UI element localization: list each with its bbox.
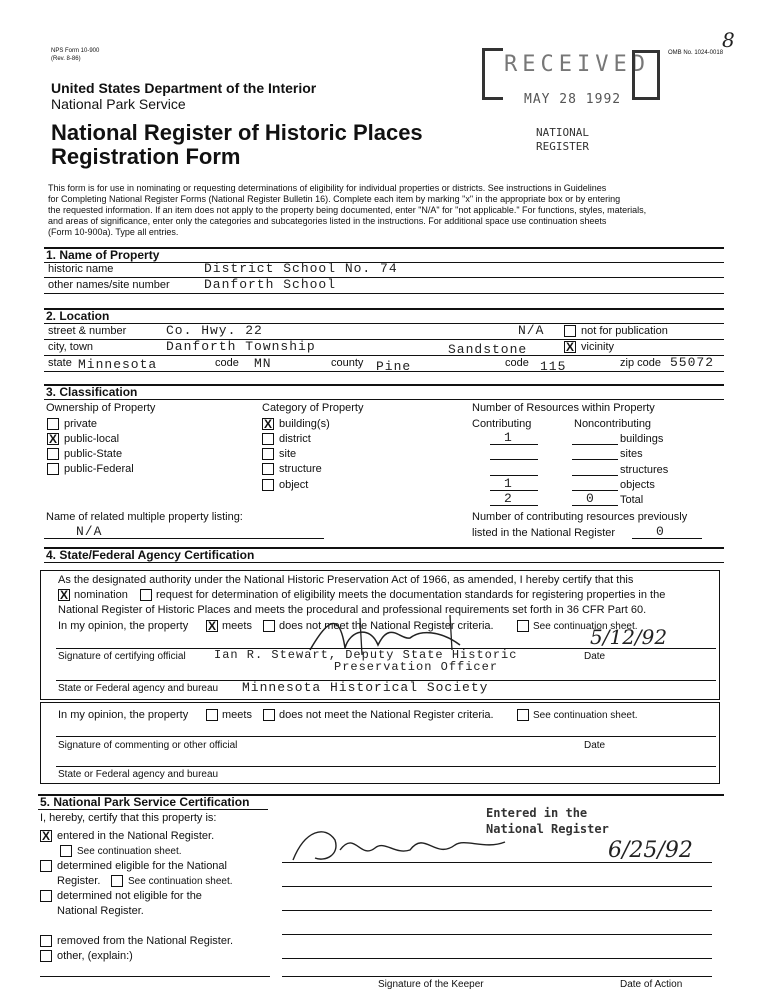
- stamp-national: NATIONAL: [536, 126, 589, 139]
- state-label: state: [48, 357, 72, 369]
- sig-commenting-label: Signature of commenting or other official: [58, 740, 238, 751]
- divider: [44, 308, 724, 310]
- divider: [56, 736, 716, 737]
- historic-name-value[interactable]: District School No. 74: [204, 261, 398, 276]
- removed-checkbox[interactable]: [40, 935, 52, 947]
- det-eligible-label-1: determined eligible for the National: [57, 860, 227, 872]
- section-3-heading: 3. Classification: [46, 385, 138, 399]
- divider: [44, 562, 724, 563]
- section-5-heading: 5. National Park Service Certification: [40, 795, 250, 809]
- vicinity-label: vicinity: [581, 341, 615, 353]
- divider: [44, 399, 724, 400]
- entered-label: entered in the National Register.: [57, 830, 215, 842]
- divider: [282, 958, 712, 959]
- state-code-label: code: [215, 357, 239, 369]
- cat-building-label: building(s): [279, 418, 330, 430]
- certify-date: 5/12/92: [590, 625, 668, 649]
- divider: [44, 277, 724, 278]
- resource-type-label: sites: [620, 448, 643, 460]
- form-id: NPS Form 10-900: [51, 48, 100, 54]
- multiple-listing-label: Name of related multiple property listing:: [46, 511, 243, 523]
- page-number-handwritten: 8: [722, 28, 735, 52]
- city-value[interactable]: Danforth Township: [166, 339, 316, 354]
- opinion-label: In my opinion, the property: [58, 620, 189, 632]
- resource-row-buildings: [490, 432, 680, 447]
- cat-structure-checkbox[interactable]: [262, 463, 274, 475]
- form-rev: (Rev. 8-86): [51, 56, 81, 62]
- own-public-local-label: public-local: [64, 433, 120, 445]
- street-value[interactable]: Co. Hwy. 22: [166, 323, 263, 338]
- nps-certify-text: I, hereby, certify that this property is:: [40, 812, 217, 824]
- county-code-label: code: [505, 357, 529, 369]
- resource-row-structures: [490, 463, 680, 478]
- resource-row-sites: [490, 447, 680, 462]
- omb-number: OMB No. 1024-0018: [668, 50, 724, 56]
- own-public-federal-label: public-Federal: [64, 463, 134, 475]
- entered-stamp-1: Entered in the: [486, 806, 588, 820]
- contributing-total[interactable]: 2: [504, 491, 513, 506]
- divider: [38, 809, 268, 810]
- divider: [40, 976, 270, 977]
- see-continuation-checkbox[interactable]: [517, 620, 529, 632]
- divider: [632, 538, 702, 539]
- date-of-action-label: Date of Action: [620, 979, 683, 990]
- request-eligibility-checkbox[interactable]: [140, 589, 152, 601]
- form-title-line1: National Register of Historic Places: [51, 120, 423, 145]
- state-code-value[interactable]: MN: [254, 356, 272, 371]
- keeper-date: 6/25/92: [608, 838, 693, 863]
- divider: [44, 339, 724, 340]
- cat-object-label: object: [279, 479, 309, 491]
- see-continuation-label: See continuation sheet.: [533, 621, 638, 632]
- section-1-heading: 1. Name of Property: [46, 248, 160, 262]
- divider: [44, 323, 724, 324]
- street-label: street & number: [48, 325, 127, 337]
- cat-district-checkbox[interactable]: [262, 433, 274, 445]
- not-for-publication-checkbox[interactable]: [564, 325, 576, 337]
- department: United States Department of the Interior: [51, 80, 317, 96]
- received-date: MAY 28 1992: [524, 92, 622, 107]
- keeper-signature-label: Signature of the Keeper: [378, 979, 484, 990]
- det-eligible-label-2: Register.: [57, 875, 101, 887]
- divider: [44, 355, 724, 356]
- cat-object-checkbox[interactable]: [262, 479, 274, 491]
- nomination-checkbox[interactable]: X: [59, 588, 68, 602]
- city-extra: Sandstone: [448, 342, 528, 357]
- stamp-register: REGISTER: [536, 140, 589, 153]
- own-public-state-checkbox[interactable]: [47, 448, 59, 460]
- date-label: Date: [584, 651, 606, 662]
- date2-label: Date: [584, 740, 606, 751]
- zip-value[interactable]: 55072: [670, 355, 715, 370]
- agency-label: State or Federal agency and bureau: [58, 683, 219, 694]
- divider: [44, 384, 724, 386]
- divider: [282, 910, 712, 911]
- resource-row-total: [490, 493, 680, 508]
- contributing-header: Contributing: [472, 418, 532, 430]
- meets2-checkbox[interactable]: [206, 709, 218, 721]
- does-not-meet-label: does not meet the National Register criteria.: [279, 620, 494, 632]
- city-label: city, town: [48, 341, 94, 353]
- resources-label: Number of Resources within Property: [472, 402, 655, 414]
- divider: [282, 886, 712, 887]
- own-public-local-checkbox[interactable]: X: [48, 432, 57, 446]
- does-not-meet-checkbox[interactable]: [263, 620, 275, 632]
- divider: [56, 680, 716, 681]
- cat-site-label: site: [279, 448, 297, 460]
- ownership-label: Ownership of Property: [46, 402, 156, 414]
- resource-type-label: buildings: [620, 433, 664, 445]
- county-value[interactable]: Pine: [376, 359, 412, 374]
- divider: [56, 766, 716, 767]
- entered-see-cont-checkbox[interactable]: [60, 845, 72, 857]
- intro-line-4: and areas of significance, enter only the categories and subcategories listed in the instructions. For additional space use continuation sheets: [48, 216, 607, 226]
- entered-checkbox[interactable]: X: [41, 829, 50, 843]
- det-not-eligible-label-2: National Register.: [57, 905, 144, 917]
- contributing-count[interactable]: 1: [504, 476, 513, 491]
- other-checkbox[interactable]: [40, 950, 52, 962]
- det-eligible-checkbox[interactable]: [40, 860, 52, 872]
- service: National Park Service: [51, 96, 186, 112]
- cat-building-checkbox[interactable]: X: [263, 417, 272, 431]
- contrib-previously-label-2: listed in the National Register: [472, 527, 616, 539]
- intro-line-1: This form is for use in nominating or requesting determinations of eligibility for individual properties or districts. See instructions in Guidelines: [48, 183, 607, 193]
- multiple-listing-value[interactable]: N/A: [76, 524, 103, 539]
- agency-value[interactable]: Minnesota Historical Society: [242, 680, 489, 695]
- county-code-value[interactable]: 115: [540, 359, 567, 374]
- sig-official-label: Signature of certifying official: [58, 651, 186, 662]
- own-private-label: private: [64, 418, 98, 430]
- noncontributing-header: Noncontributing: [574, 418, 652, 430]
- section-2-heading: 2. Location: [46, 309, 110, 323]
- contributing-count[interactable]: 1: [504, 430, 513, 445]
- other-label: other, (explain:): [57, 950, 133, 962]
- cert-line-3: National Register of Historic Places and meets the procedural and professional requirements set forth in 36 CFR Part 60.: [58, 604, 647, 616]
- cat-site-checkbox[interactable]: [262, 448, 274, 460]
- agency2-label: State or Federal agency and bureau: [58, 769, 219, 780]
- intro-line-5: (Form 10-900a). Type all entries.: [48, 227, 179, 237]
- entered-stamp-2: National Register: [486, 822, 609, 836]
- own-public-state-label: public-State: [64, 448, 123, 460]
- meets2-label: meets: [222, 709, 252, 721]
- removed-label: removed from the National Register.: [57, 935, 234, 947]
- form-title-line2: Registration Form: [51, 144, 241, 169]
- resource-type-label: objects: [620, 479, 655, 491]
- contrib-previously-value[interactable]: 0: [656, 524, 665, 539]
- cat-structure-label: structure: [279, 463, 322, 475]
- noncontributing-total[interactable]: 0: [586, 491, 595, 506]
- category-label: Category of Property: [262, 402, 364, 414]
- other-names-label: other names/site number: [48, 279, 170, 291]
- intro-line-3: the requested information. If an item does not apply to the property being documented, enter "N/A" for "not applicable." For functions, styles, materials,: [48, 205, 647, 215]
- resource-type-label: structures: [620, 464, 669, 476]
- det-eligible-see-cont-checkbox[interactable]: [111, 875, 123, 887]
- not-for-publication-label: not for publication: [581, 325, 668, 337]
- meets-label: meets: [222, 620, 252, 632]
- sig-official-name-1: Ian R. Stewart, Deputy State Historic: [214, 648, 518, 662]
- received-text: RECEIVED: [504, 52, 650, 77]
- contrib-previously-label-1: Number of contributing resources previously: [472, 511, 688, 523]
- nomination-label: nomination: [74, 589, 128, 601]
- does-not-meet2-label: does not meet the National Register criteria.: [279, 709, 494, 721]
- opinion2-label: In my opinion, the property: [58, 709, 189, 721]
- resource-type-label: Total: [620, 494, 644, 506]
- see-continuation2-label: See continuation sheet.: [533, 710, 638, 721]
- divider: [282, 862, 712, 863]
- received-stamp: [482, 48, 662, 107]
- divider: [44, 538, 324, 539]
- det-not-eligible-checkbox[interactable]: [40, 890, 52, 902]
- zip-label: zip code: [620, 357, 661, 369]
- cert-line-1: As the designated authority under the National Historic Preservation Act of 1966, as amended, I hereby certify that this: [58, 574, 634, 586]
- divider: [282, 976, 712, 977]
- own-private-checkbox[interactable]: [47, 418, 59, 430]
- intro-line-2: for Completing National Register Forms (National Register Bulletin 16). Complete each item by marking "x" in the appropriate box or by entering: [48, 194, 621, 204]
- historic-name-label: historic name: [48, 263, 114, 275]
- divider: [44, 371, 724, 372]
- resource-row-objects: [490, 478, 680, 493]
- cat-district-label: district: [279, 433, 311, 445]
- section-4-heading: 4. State/Federal Agency Certification: [46, 548, 255, 562]
- county-label: county: [331, 357, 364, 369]
- det-not-eligible-label-1: determined not eligible for the: [57, 890, 202, 902]
- does-not-meet2-checkbox[interactable]: [263, 709, 275, 721]
- other-names-value[interactable]: Danforth School: [204, 277, 337, 292]
- cert-line-2: request for determination of eligibility meets the documentation standards for registering properties in the: [156, 589, 666, 601]
- divider: [44, 293, 724, 294]
- own-public-federal-checkbox[interactable]: [47, 463, 59, 475]
- vicinity-checkbox[interactable]: X: [565, 340, 574, 354]
- see-continuation2-checkbox[interactable]: [517, 709, 529, 721]
- entered-see-cont-label: See continuation sheet.: [77, 846, 182, 857]
- street-na: N/A: [518, 323, 545, 338]
- divider: [282, 934, 712, 935]
- det-eligible-see-cont-label: See continuation sheet.: [128, 876, 233, 887]
- sig-official-name-2: Preservation Officer: [334, 660, 499, 674]
- meets-checkbox[interactable]: X: [207, 619, 216, 633]
- state-value[interactable]: Minnesota: [78, 357, 158, 372]
